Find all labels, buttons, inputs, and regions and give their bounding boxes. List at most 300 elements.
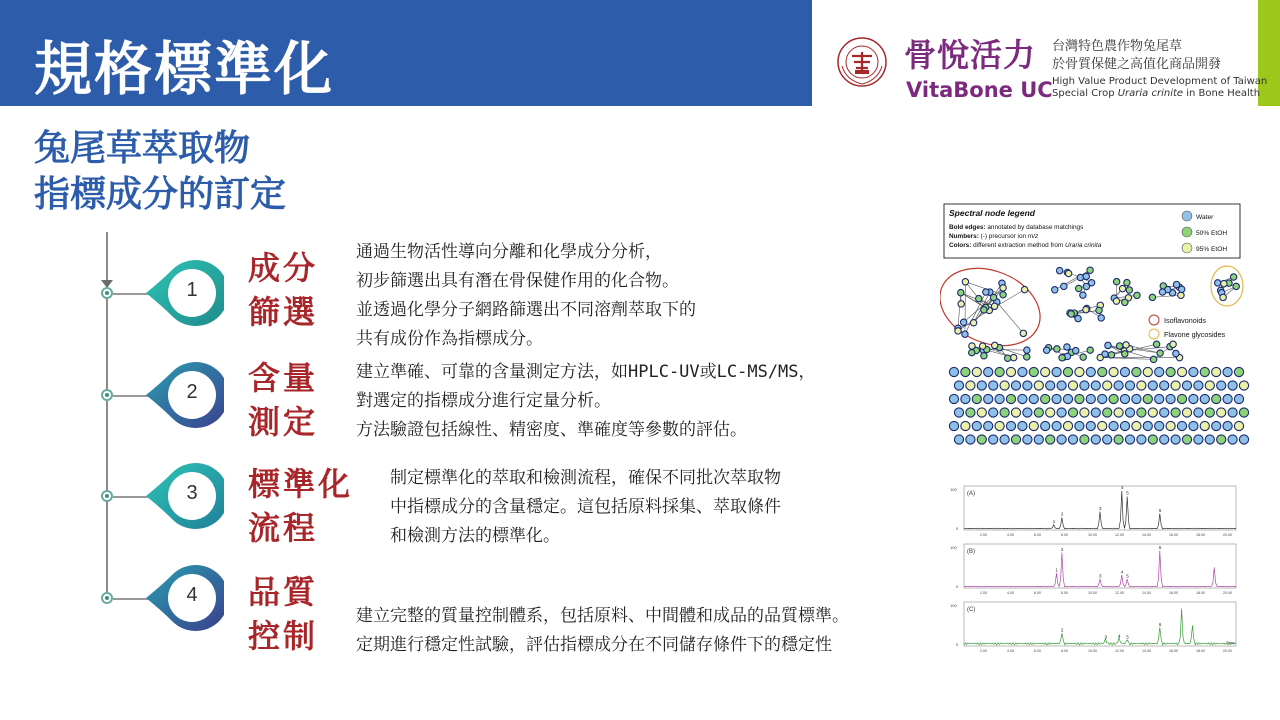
network-node: [1215, 280, 1221, 286]
brand-desc-en-line2: [1052, 88, 1267, 100]
step-desc-3: [390, 464, 781, 551]
network-node: [989, 408, 998, 417]
network-node: [1200, 394, 1209, 403]
network-node: [1000, 292, 1006, 298]
chromatogram-peak-label: 6: [1158, 621, 1162, 627]
network-node: [1205, 381, 1214, 390]
network-node: [1189, 421, 1198, 430]
chromatogram-x-tick: 6.00: [1034, 591, 1041, 595]
network-node: [1155, 421, 1164, 430]
step-desc-4: [356, 602, 849, 660]
chromatogram-x-tick: 18.00: [1196, 533, 1205, 537]
step-title-4-line1: 品質: [248, 573, 319, 611]
network-node: [1200, 421, 1209, 430]
network-node: [1109, 421, 1118, 430]
network-node: [1098, 315, 1104, 321]
subtitle-line2: 指標成分的訂定: [34, 174, 287, 215]
network-node: [1137, 435, 1146, 444]
network-node: [1228, 408, 1237, 417]
network-node: [1103, 408, 1112, 417]
network-node: [989, 381, 998, 390]
network-node: [1052, 367, 1061, 376]
chromatogram-y-tick: 100: [950, 603, 957, 608]
legend-95-etoh-swatch: [1182, 243, 1192, 253]
network-node: [1155, 394, 1164, 403]
network-node: [1098, 367, 1107, 376]
network-node: [1200, 367, 1209, 376]
network-node: [1113, 298, 1119, 304]
chromatogram-x-tick: 10.00: [1088, 591, 1097, 595]
network-node: [1153, 341, 1159, 347]
network-node: [966, 435, 975, 444]
molecular-network-figure: [940, 202, 1252, 464]
network-node: [1075, 421, 1084, 430]
network-node: [1029, 367, 1038, 376]
network-node: [954, 435, 963, 444]
network-node: [970, 320, 976, 326]
network-node: [1114, 435, 1123, 444]
chromatogram-peak-label: 1: [1052, 519, 1056, 525]
step-badge-1: [142, 258, 224, 328]
university-seal-icon: [836, 36, 888, 88]
network-node: [1137, 381, 1146, 390]
page-title: 規格標準化: [34, 35, 335, 103]
network-node: [1160, 435, 1169, 444]
network-singleton-grid: [949, 367, 1248, 444]
network-node: [954, 381, 963, 390]
network-node: [1068, 311, 1074, 317]
brand-desc-en-species: Uraria crinite: [1117, 88, 1184, 99]
chromatogram-peak-label: 5: [1126, 573, 1129, 579]
network-node: [1043, 347, 1049, 353]
network-legend-bold-label: Bold edges:: [949, 224, 986, 231]
network-node: [1059, 355, 1065, 361]
network-node: [1006, 367, 1015, 376]
chromatogram-x-tick: 18.00: [1196, 591, 1205, 595]
step-desc-2-line: 方法驗證包括線性、精密度、準確度等參數的評估。: [356, 420, 747, 440]
chromatogram-peak-label: 3: [1099, 505, 1102, 511]
network-node: [1182, 408, 1191, 417]
network-clusters: [955, 267, 1240, 363]
network-node: [1083, 306, 1089, 312]
network-node: [977, 408, 986, 417]
network-node: [1212, 367, 1221, 376]
chromatogram-x-tick: 12.00: [1115, 591, 1124, 595]
network-node: [1054, 346, 1060, 352]
brand-desc-en-line1: High Value Product Development of Taiwan: [1052, 76, 1268, 87]
network-node: [1116, 343, 1122, 349]
step-desc-4-line: 定期進行穩定性試驗，評估指標成分在不同儲存條件下的穩定性: [356, 635, 832, 655]
step-desc-3-line: 和檢測方法的標準化。: [390, 526, 560, 546]
network-node: [1086, 367, 1095, 376]
network-node: [984, 367, 993, 376]
network-node: [949, 394, 958, 403]
network-node: [1087, 267, 1093, 273]
network-node: [1220, 294, 1226, 300]
network-node: [1083, 273, 1089, 279]
chromatogram-panel-label: (A): [967, 491, 975, 497]
network-node: [1114, 408, 1123, 417]
network-node: [1102, 351, 1108, 357]
network-node: [1189, 394, 1198, 403]
network-node: [1160, 408, 1169, 417]
step-title-1-line1: 成分: [248, 249, 319, 287]
network-node: [1194, 408, 1203, 417]
brand-desc-en-line2-b: in Bone Health: [1183, 88, 1261, 99]
chromatogram-x-tick: 4.00: [1007, 533, 1014, 537]
network-node: [1023, 408, 1032, 417]
network-node: [1124, 279, 1130, 285]
timeline-dot-2: [101, 389, 113, 401]
network-node: [995, 421, 1004, 430]
chromatogram-peak-label: 6: [1158, 544, 1162, 550]
chromatogram-panel-label: (B): [967, 549, 975, 555]
network-node: [1114, 381, 1123, 390]
network-node: [1233, 283, 1239, 289]
network-node: [1011, 435, 1020, 444]
network-node: [1087, 347, 1093, 353]
network-node: [1143, 394, 1152, 403]
network-node: [1120, 421, 1129, 430]
legend-water-label: Water: [1196, 214, 1214, 221]
network-node: [1063, 421, 1072, 430]
network-node: [969, 343, 975, 349]
step-number-3: 3: [186, 482, 198, 504]
network-node: [1057, 435, 1066, 444]
network-node: [1034, 435, 1043, 444]
brand-desc-en-line2-a: Special Crop: [1052, 88, 1118, 99]
network-node: [1134, 292, 1140, 298]
timeline-dot-4: [101, 592, 113, 604]
network-node: [1157, 350, 1163, 356]
network-node: [1132, 367, 1141, 376]
chromatogram-x-tick: 10.00: [1088, 533, 1097, 537]
step-desc-3-line: 制定標準化的萃取和檢測流程，確保不同批次萃取物: [390, 468, 781, 488]
network-node: [1091, 381, 1100, 390]
network-node: [1029, 421, 1038, 430]
network-node: [1173, 281, 1179, 287]
network-node: [1217, 408, 1226, 417]
network-node: [1103, 435, 1112, 444]
network-node: [1080, 408, 1089, 417]
network-node: [1177, 367, 1186, 376]
chromatogram-x-tick: 20.00: [1223, 533, 1232, 537]
chromatogram-x-tick: 16.00: [1169, 649, 1178, 653]
network-node: [1120, 394, 1129, 403]
network-node: [1011, 354, 1017, 360]
step-title-4-line2: 控制: [248, 617, 319, 655]
network-node: [1057, 381, 1066, 390]
network-node: [1108, 352, 1114, 358]
network-node: [966, 381, 975, 390]
network-node: [961, 394, 970, 403]
network-node: [1041, 394, 1050, 403]
network-node: [1205, 435, 1214, 444]
step-badge-4: [142, 563, 224, 633]
step-number-1: 1: [186, 279, 198, 301]
network-node: [1177, 421, 1186, 430]
network-node: [981, 307, 987, 313]
chromatogram-x-tick: 14.00: [1142, 533, 1151, 537]
network-node: [1046, 408, 1055, 417]
network-node: [1125, 408, 1134, 417]
network-node: [981, 353, 987, 359]
network-node: [1217, 381, 1226, 390]
brand-name-en: VitaBone UC: [906, 78, 1053, 102]
network-node: [1149, 294, 1155, 300]
network-node: [972, 421, 981, 430]
network-edge: [1152, 295, 1181, 297]
network-node: [1052, 421, 1061, 430]
network-node: [1194, 435, 1203, 444]
legend-flavone-label: Flavone glycosides: [1164, 330, 1226, 339]
network-node: [962, 331, 968, 337]
network-node: [1000, 285, 1006, 291]
network-node: [1109, 367, 1118, 376]
network-node: [961, 367, 970, 376]
network-node: [1122, 351, 1128, 357]
network-node: [954, 408, 963, 417]
chromatogram-peak-label: 1: [1055, 567, 1058, 573]
network-legend-bold-text: annotated by database matchings: [985, 224, 1084, 231]
step-desc-2-line: 建立準確、可靠的含量測定方法，如HPLC-UV或LC-MS/MS，: [356, 362, 816, 382]
network-node: [1080, 435, 1089, 444]
network-legend-colors-species: Uraria crinita: [1065, 242, 1102, 249]
network-node: [977, 381, 986, 390]
network-node: [1166, 421, 1175, 430]
chromatogram-peak-label: 4: [1120, 485, 1124, 490]
network-legend-title: Spectral node legend: [949, 208, 1035, 218]
network-node: [1023, 381, 1032, 390]
network-legend-numbers-unit: m/z: [1027, 233, 1039, 240]
network-node: [1160, 381, 1169, 390]
step-title-2-line2: 測定: [248, 403, 319, 441]
step-title-3-line1: 標準化: [248, 465, 354, 503]
network-node: [1194, 381, 1203, 390]
network-node: [1105, 342, 1111, 348]
step-desc-4-line: 建立完整的質量控制體系，包括原料、中間體和成品的品質標準。: [356, 606, 849, 626]
network-legend-numbers-label: Numbers:: [949, 233, 979, 240]
network-node: [1119, 285, 1125, 291]
chromatogram-x-tick: 4.00: [1007, 649, 1014, 653]
step-title-3-line2: 流程: [248, 509, 319, 547]
network-node: [995, 394, 1004, 403]
network-node: [1234, 394, 1243, 403]
chromatogram-y-tick: 0: [956, 584, 959, 589]
network-node: [1173, 350, 1179, 356]
network-node: [1230, 274, 1236, 280]
network-node: [1212, 394, 1221, 403]
brand-desc-zh-line2: 於骨質保健之高值化商品開發: [1052, 57, 1222, 72]
chromatogram-peak-label: 3: [1104, 634, 1107, 640]
network-node: [979, 343, 985, 349]
chromatogram-x-tick: 18.00: [1196, 649, 1205, 653]
chromatogram-peak-label: 2: [1060, 627, 1064, 633]
network-node: [1080, 354, 1086, 360]
legend-flavone-swatch: [1149, 329, 1159, 339]
network-node: [961, 421, 970, 430]
chromatogram-x-tick: 20.00: [1223, 649, 1232, 653]
network-legend-colors-label: Colors:: [949, 242, 972, 249]
chromatogram-peak-label: 2: [1060, 546, 1064, 552]
network-node: [1098, 421, 1107, 430]
network-node: [984, 394, 993, 403]
network-node: [984, 421, 993, 430]
network-node: [1052, 287, 1058, 293]
legend-50-etoh-swatch: [1182, 227, 1192, 237]
chromatogram-panel-label: (C): [967, 607, 976, 613]
network-node: [1148, 435, 1157, 444]
network-node: [1125, 381, 1134, 390]
network-node: [983, 289, 989, 295]
brand-name-zh: 骨悅活力: [904, 36, 1037, 74]
chromatogram-x-tick: 10.00: [1088, 649, 1097, 653]
network-node: [1159, 289, 1165, 295]
step-number-2: 2: [186, 381, 198, 403]
network-node: [1006, 394, 1015, 403]
chromatogram-x-tick: 16.00: [1169, 591, 1178, 595]
network-node: [1075, 285, 1081, 291]
brand-desc-zh-line1: 台灣特色農作物兔尾草: [1052, 39, 1183, 54]
network-node: [949, 367, 958, 376]
legend-isoflavonoids-label: Isoflavonoids: [1164, 316, 1206, 325]
network-node: [1018, 421, 1027, 430]
network-node: [1018, 367, 1027, 376]
network-node: [1064, 344, 1070, 350]
network-node: [995, 367, 1004, 376]
chromatogram-peak-label: 5: [1126, 634, 1129, 640]
network-node: [1143, 421, 1152, 430]
chromatogram-x-tick: 14.00: [1142, 591, 1151, 595]
network-node: [1223, 367, 1232, 376]
chromatogram-x-tick: 2.00: [980, 649, 987, 653]
chromatogram-x-tick: 12.00: [1115, 649, 1124, 653]
network-node: [1113, 278, 1119, 284]
network-node: [1041, 421, 1050, 430]
network-node: [1023, 435, 1032, 444]
legend-water-swatch: [1182, 211, 1192, 221]
network-node: [1239, 408, 1248, 417]
network-node: [1057, 408, 1066, 417]
network-node: [990, 294, 996, 300]
step-title-1-line2: 篩選: [248, 293, 319, 331]
network-node: [992, 342, 998, 348]
legend-95-etoh-label: 95% EtOH: [1196, 246, 1228, 253]
network-node: [1228, 435, 1237, 444]
network-node: [1178, 286, 1184, 292]
network-node: [1126, 287, 1132, 293]
step-title-2-line1: 含量: [248, 359, 319, 397]
network-node: [1011, 381, 1020, 390]
network-node: [1034, 381, 1043, 390]
chromatogram-x-tick: 12.00: [1115, 533, 1124, 537]
network-node: [972, 394, 981, 403]
network-node: [1182, 435, 1191, 444]
network-node: [1020, 330, 1026, 336]
network-node: [1189, 367, 1198, 376]
step-desc-2-line: 對選定的指標成分進行定量分析。: [356, 391, 611, 411]
step-title-1: [248, 246, 318, 334]
network-node: [1120, 367, 1129, 376]
step-title-2: [248, 356, 318, 444]
network-node: [1096, 307, 1102, 313]
network-node: [1125, 435, 1134, 444]
network-node: [1065, 270, 1071, 276]
network-node: [1091, 435, 1100, 444]
step-desc-2: [356, 358, 816, 445]
network-node: [1068, 381, 1077, 390]
chromatogram-x-tick: 6.00: [1034, 649, 1041, 653]
chromatogram-x-tick: 6.00: [1034, 533, 1041, 537]
step-badge-2: [142, 360, 224, 430]
network-node: [1098, 394, 1107, 403]
chromatogram-x-tick: 8.00: [1061, 649, 1068, 653]
chromatogram-x-tick: 20.00: [1223, 591, 1232, 595]
network-node: [1170, 341, 1176, 347]
network-node: [1080, 292, 1086, 298]
chromatogram-x-tick: 2.00: [980, 533, 987, 537]
network-node: [1000, 381, 1009, 390]
network-node: [962, 279, 968, 285]
network-node: [1063, 367, 1072, 376]
network-node: [1000, 435, 1009, 444]
network-node: [1148, 381, 1157, 390]
chromatogram-y-tick: 0: [956, 526, 959, 531]
network-node: [1018, 394, 1027, 403]
network-node: [1021, 286, 1027, 292]
network-node: [1239, 435, 1248, 444]
network-node: [1137, 408, 1146, 417]
network-node: [1123, 342, 1129, 348]
chromatogram-x-tick: 14.00: [1142, 649, 1151, 653]
network-node: [977, 435, 986, 444]
network-node: [1086, 394, 1095, 403]
network-node: [969, 349, 975, 355]
network-node: [1046, 381, 1055, 390]
chromatogram-peak-label: 4: [1120, 569, 1124, 575]
network-node: [1052, 394, 1061, 403]
network-node: [1234, 367, 1243, 376]
network-node: [1155, 367, 1164, 376]
network-node: [1061, 283, 1067, 289]
network-node: [1024, 347, 1030, 353]
step-badge-3: [142, 461, 224, 531]
network-node: [958, 289, 964, 295]
network-node: [1122, 299, 1128, 305]
network-legend-numbers-line: [949, 233, 1039, 240]
step-desc-1-line: 初步篩選出具有潛在骨保健作用的化合物。: [356, 271, 679, 291]
network-node: [960, 319, 966, 325]
network-node: [1150, 356, 1156, 362]
network-node: [1068, 435, 1077, 444]
network-node: [1177, 394, 1186, 403]
chromatogram-y-tick: 100: [950, 545, 957, 550]
network-edge: [997, 302, 1024, 333]
chromatogram-peak-label: 3: [1099, 573, 1102, 579]
network-node: [1132, 394, 1141, 403]
network-node: [1075, 367, 1084, 376]
subtitle: [34, 126, 286, 218]
network-node: [976, 295, 982, 301]
chromatogram-peak-label: 2: [1060, 511, 1064, 517]
network-node: [1029, 394, 1038, 403]
chromatogram-x-unit: Time: [1226, 640, 1235, 645]
network-node: [966, 408, 975, 417]
network-node: [1171, 435, 1180, 444]
network-node: [958, 301, 964, 307]
chromatogram-x-tick: 8.00: [1061, 591, 1068, 595]
network-node: [1148, 408, 1157, 417]
